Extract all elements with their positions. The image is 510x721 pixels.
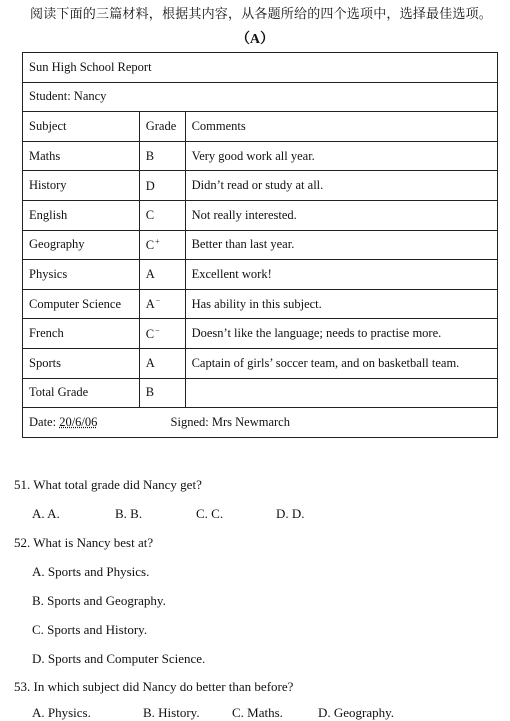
table-row xyxy=(23,319,498,349)
header-row xyxy=(23,112,498,142)
instruction-text: 阅读下面的三篇材料，根据其内容，从各题所给的四个选项中，选择最佳选项。 xyxy=(30,7,493,22)
comment-cell: Excellent work! xyxy=(185,260,497,290)
date-label: Date: xyxy=(29,414,57,429)
subject-cell: Maths xyxy=(23,141,140,171)
grade-cell: A− xyxy=(139,289,185,319)
grade-cell: A xyxy=(139,260,185,290)
report-title-row xyxy=(23,53,498,83)
student-name: Student: Nancy xyxy=(23,82,498,112)
table-row xyxy=(23,171,498,201)
subject-cell: Physics xyxy=(23,260,140,290)
header-comments: Comments xyxy=(185,112,497,142)
subject-cell: Computer Science xyxy=(23,289,140,319)
header-subject: Subject xyxy=(23,112,140,142)
date-signed-cell xyxy=(23,408,498,438)
grade-cell: B xyxy=(139,141,185,171)
subject-cell: Geography xyxy=(23,230,140,260)
question-53-option-c[interactable]: C. Maths. xyxy=(232,705,283,720)
comment-cell: Not really interested. xyxy=(185,200,497,230)
grade-cell: C xyxy=(139,200,185,230)
question-51: 51. What total grade did Nancy get? xyxy=(14,477,202,492)
grade-cell: D xyxy=(139,171,185,201)
grade-cell: C− xyxy=(139,319,185,349)
question-52-option-d[interactable]: D. Sports and Computer Science. xyxy=(32,651,206,666)
question-52-option-c[interactable]: C. Sports and History. xyxy=(32,622,148,637)
report-title: Sun High School Report xyxy=(23,53,498,83)
question-52-option-b[interactable]: B. Sports and Geography. xyxy=(32,593,166,608)
total-grade-row xyxy=(23,378,498,408)
question-51-option-d[interactable]: D. D. xyxy=(276,506,305,521)
question-52: 52. What is Nancy best at? xyxy=(14,535,154,550)
student-row xyxy=(23,82,498,112)
question-51-option-a[interactable]: A. A. xyxy=(32,506,60,521)
table-row xyxy=(23,260,498,290)
school-report-table xyxy=(22,52,498,438)
question-51-option-b[interactable]: B. B. xyxy=(115,506,143,521)
table-row xyxy=(23,289,498,319)
table-row xyxy=(23,141,498,171)
comment-cell: Very good work all year. xyxy=(185,141,497,171)
grade-mark: − xyxy=(155,325,160,335)
subject-cell: History xyxy=(23,171,140,201)
comment-cell: Better than last year. xyxy=(185,230,497,260)
subject-cell: French xyxy=(23,319,140,349)
subject-cell: Sports xyxy=(23,348,140,378)
total-grade-label: Total Grade xyxy=(23,378,140,408)
grade-mark: + xyxy=(155,236,160,246)
comment-cell: Doesn’t like the language; needs to practise more. xyxy=(185,319,497,349)
question-51-option-c[interactable]: C. C. xyxy=(196,506,224,521)
date-signed-row xyxy=(23,408,498,438)
comment-cell: Captain of girls’ soccer team, and on basketball team. xyxy=(185,348,497,378)
total-grade-value: B xyxy=(139,378,185,408)
comment-cell: Has ability in this subject. xyxy=(185,289,497,319)
question-53-option-b[interactable]: B. History. xyxy=(143,705,200,720)
subject-cell: English xyxy=(23,200,140,230)
date-value: 20/6/06 xyxy=(59,414,98,429)
header-grade: Grade xyxy=(139,112,185,142)
question-52-option-a[interactable]: A. Sports and Physics. xyxy=(32,564,150,579)
table-row xyxy=(23,200,498,230)
question-53-option-d[interactable]: D. Geography. xyxy=(318,705,395,720)
table-row xyxy=(23,230,498,260)
grade-cell: A xyxy=(139,348,185,378)
total-grade-empty xyxy=(185,378,497,408)
signature: Signed: Mrs Newmarch xyxy=(170,414,290,429)
section-label: （A） xyxy=(235,32,275,47)
grade-cell: C+ xyxy=(139,230,185,260)
comment-cell: Didn’t read or study at all. xyxy=(185,171,497,201)
grade-mark: − xyxy=(155,296,161,306)
question-53-option-a[interactable]: A. Physics. xyxy=(32,705,91,720)
table-row xyxy=(23,348,498,378)
question-53: 53. In which subject did Nancy do better than before? xyxy=(14,679,294,694)
